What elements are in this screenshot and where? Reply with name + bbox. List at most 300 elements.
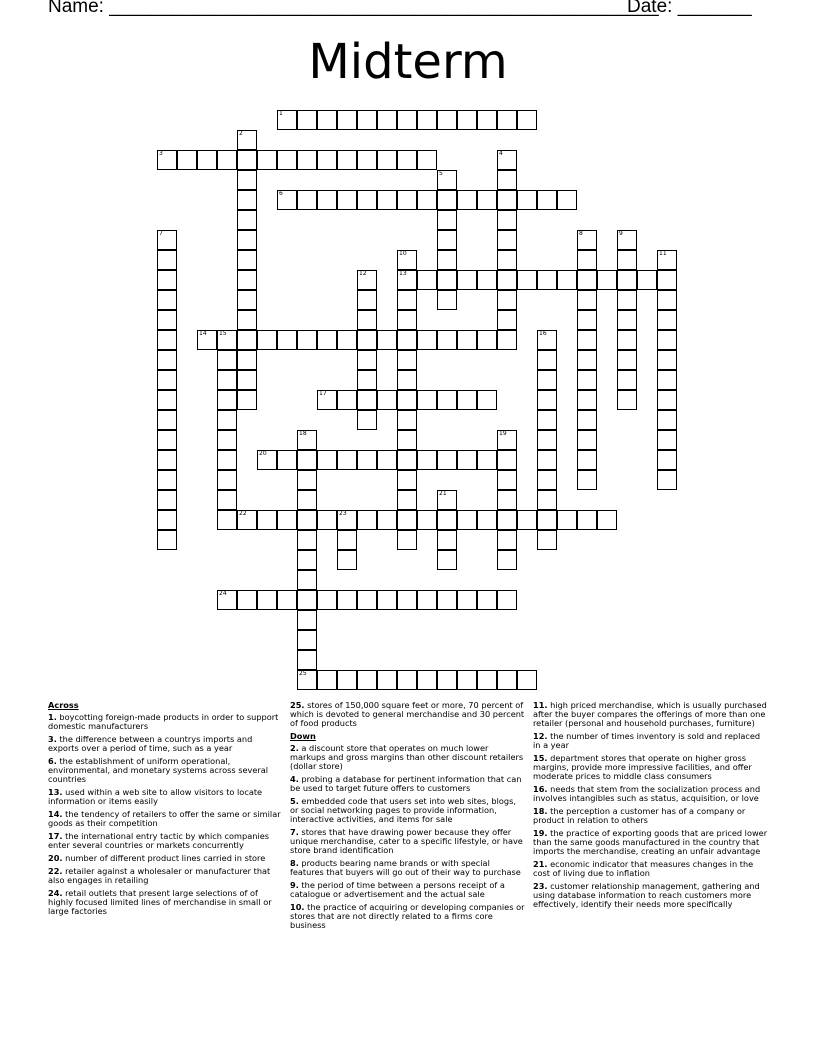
- grid-cell[interactable]: [497, 110, 517, 130]
- grid-cell[interactable]: [517, 270, 537, 290]
- grid-cell[interactable]: [417, 110, 437, 130]
- grid-cell[interactable]: [337, 390, 357, 410]
- grid-cell[interactable]: [457, 390, 477, 410]
- clue-across-25: 25. stores of 150,000 square feet or more, 70 percent of which is devoted to general merchandise and 30 percent of food products: [290, 700, 525, 728]
- grid-cell[interactable]: [357, 350, 377, 370]
- grid-cell[interactable]: [477, 590, 497, 610]
- grid-cell[interactable]: [157, 510, 177, 530]
- grid-cell[interactable]: [297, 670, 317, 690]
- grid-cell[interactable]: [537, 330, 557, 350]
- grid-cell[interactable]: [497, 150, 517, 170]
- grid-cell[interactable]: [577, 370, 597, 390]
- grid-cell[interactable]: [577, 330, 597, 350]
- clue-number: 6: [279, 190, 283, 197]
- grid-cell[interactable]: [397, 330, 417, 350]
- grid-cell[interactable]: [297, 450, 317, 470]
- grid-cell[interactable]: [597, 270, 617, 290]
- grid-cell[interactable]: [497, 550, 517, 570]
- grid-cell[interactable]: [257, 510, 277, 530]
- grid-cell[interactable]: [157, 370, 177, 390]
- grid-cell[interactable]: [657, 290, 677, 310]
- grid-cell[interactable]: [157, 470, 177, 490]
- grid-cell[interactable]: [237, 210, 257, 230]
- grid-cell[interactable]: [297, 530, 317, 550]
- grid-cell[interactable]: [297, 550, 317, 570]
- grid-cell[interactable]: [297, 650, 317, 670]
- clue-number: 18: [299, 430, 307, 437]
- grid-cell[interactable]: [497, 590, 517, 610]
- clue-across-17: 17. the international entry tactic by which companies enter several countries or markets concurrently: [48, 831, 270, 850]
- grid-cell[interactable]: [657, 330, 677, 350]
- grid-cell[interactable]: [397, 670, 417, 690]
- grid-cell[interactable]: [317, 670, 337, 690]
- grid-cell[interactable]: [297, 570, 317, 590]
- clue-down-9: 9. the period of time between a persons receipt of a catalogue or advertisement and the actual sale: [290, 880, 505, 899]
- grid-cell[interactable]: [557, 270, 577, 290]
- grid-cell[interactable]: [337, 530, 357, 550]
- grid-cell[interactable]: [577, 270, 597, 290]
- grid-cell[interactable]: [357, 290, 377, 310]
- grid-cell[interactable]: [157, 330, 177, 350]
- grid-cell[interactable]: [337, 590, 357, 610]
- grid-cell[interactable]: [497, 530, 517, 550]
- grid-cell[interactable]: [537, 530, 557, 550]
- grid-cell[interactable]: [397, 590, 417, 610]
- grid-cell[interactable]: [237, 170, 257, 190]
- grid-cell[interactable]: [537, 270, 557, 290]
- grid-cell[interactable]: [457, 330, 477, 350]
- grid-cell[interactable]: [437, 230, 457, 250]
- grid-cell[interactable]: [557, 510, 577, 530]
- grid-cell[interactable]: [217, 410, 237, 430]
- grid-cell[interactable]: [437, 450, 457, 470]
- grid-cell[interactable]: [457, 670, 477, 690]
- grid-cell[interactable]: [337, 330, 357, 350]
- grid-cell[interactable]: [537, 450, 557, 470]
- grid-cell[interactable]: [337, 510, 357, 530]
- grid-cell[interactable]: [237, 250, 257, 270]
- grid-cell[interactable]: [157, 530, 177, 550]
- grid-cell[interactable]: [237, 510, 257, 530]
- grid-cell[interactable]: [377, 450, 397, 470]
- grid-cell[interactable]: [397, 250, 417, 270]
- grid-cell[interactable]: [497, 170, 517, 190]
- page-title: Midterm: [308, 34, 508, 90]
- clue-number: 9: [619, 230, 623, 237]
- grid-cell[interactable]: [297, 630, 317, 650]
- grid-cell[interactable]: [417, 670, 437, 690]
- grid-cell[interactable]: [317, 510, 337, 530]
- grid-cell[interactable]: [357, 310, 377, 330]
- grid-cell[interactable]: [437, 170, 457, 190]
- grid-cell[interactable]: [397, 410, 417, 430]
- grid-cell[interactable]: [257, 150, 277, 170]
- grid-cell[interactable]: [157, 350, 177, 370]
- grid-cell[interactable]: [517, 190, 537, 210]
- clue-down-11: 11. high priced merchandise, which is usually purchased after the buyer compares the offerings of more than one retailer (personal and household purchases, furniture): [533, 700, 767, 728]
- grid-cell[interactable]: [357, 510, 377, 530]
- grid-cell[interactable]: [277, 190, 297, 210]
- grid-cell[interactable]: [297, 190, 317, 210]
- grid-cell[interactable]: [617, 310, 637, 330]
- grid-cell[interactable]: [157, 450, 177, 470]
- grid-cell[interactable]: [337, 550, 357, 570]
- grid-cell[interactable]: [417, 150, 437, 170]
- grid-cell[interactable]: [477, 110, 497, 130]
- grid-cell[interactable]: [437, 390, 457, 410]
- grid-cell[interactable]: [637, 270, 657, 290]
- grid-cell[interactable]: [617, 270, 637, 290]
- clue-number: 22: [239, 510, 247, 517]
- grid-cell[interactable]: [537, 350, 557, 370]
- grid-cell[interactable]: [157, 270, 177, 290]
- grid-cell[interactable]: [437, 670, 457, 690]
- grid-cell[interactable]: [477, 270, 497, 290]
- grid-cell[interactable]: [617, 350, 637, 370]
- grid-cell[interactable]: [657, 470, 677, 490]
- grid-cell[interactable]: [557, 190, 577, 210]
- grid-cell[interactable]: [617, 330, 637, 350]
- grid-cell[interactable]: [237, 310, 257, 330]
- grid-cell[interactable]: [397, 490, 417, 510]
- grid-cell[interactable]: [397, 510, 417, 530]
- grid-cell[interactable]: [237, 370, 257, 390]
- grid-cell[interactable]: [457, 510, 477, 530]
- grid-cell[interactable]: [237, 290, 257, 310]
- clue-across-22: 22. retailer against a wholesaler or manufacturer that also engages in retailing: [48, 866, 271, 885]
- grid-cell[interactable]: [497, 310, 517, 330]
- grid-cell[interactable]: [217, 450, 237, 470]
- clue-number: 2: [239, 130, 243, 137]
- grid-cell[interactable]: [397, 470, 417, 490]
- grid-cell[interactable]: [157, 250, 177, 270]
- grid-cell[interactable]: [157, 410, 177, 430]
- grid-cell[interactable]: [397, 290, 417, 310]
- grid-cell[interactable]: [297, 330, 317, 350]
- grid-cell[interactable]: [457, 450, 477, 470]
- grid-cell[interactable]: [357, 270, 377, 290]
- clue-across-3: 3. the difference between a countrys imports and exports over a period of time, such as a year: [48, 734, 253, 753]
- grid-cell[interactable]: [417, 330, 437, 350]
- grid-cell[interactable]: [377, 670, 397, 690]
- grid-cell[interactable]: [377, 330, 397, 350]
- grid-cell[interactable]: [417, 190, 437, 210]
- grid-cell[interactable]: [537, 510, 557, 530]
- grid-cell[interactable]: [397, 370, 417, 390]
- grid-cell[interactable]: [277, 590, 297, 610]
- grid-cell[interactable]: [377, 590, 397, 610]
- grid-cell[interactable]: [237, 390, 257, 410]
- grid-cell[interactable]: [497, 250, 517, 270]
- grid-cell[interactable]: [497, 490, 517, 510]
- grid-cell[interactable]: [157, 490, 177, 510]
- grid-cell[interactable]: [657, 430, 677, 450]
- clue-down-23: 23. customer relationship management, gathering and using database information to reach customers more effectively, identify their needs more specifically: [533, 881, 760, 909]
- clue-down-19: 19. the practice of exporting goods that are priced lower than the same goods manufactured in the country that imports the merchandise, creating an unfair advantage: [533, 828, 768, 856]
- clue-down-12: 12. the number of times inventory is sold and replaced in a year: [533, 731, 761, 750]
- grid-cell[interactable]: [237, 230, 257, 250]
- grid-cell[interactable]: [577, 430, 597, 450]
- grid-cell[interactable]: [457, 270, 477, 290]
- grid-cell[interactable]: [217, 370, 237, 390]
- grid-cell[interactable]: [577, 450, 597, 470]
- grid-cell[interactable]: [397, 150, 417, 170]
- grid-cell[interactable]: [437, 270, 457, 290]
- grid-cell[interactable]: [317, 450, 337, 470]
- grid-cell[interactable]: [277, 150, 297, 170]
- clue-number: 24: [219, 590, 227, 597]
- grid-cell[interactable]: [617, 230, 637, 250]
- clue-number: 14: [199, 330, 207, 337]
- grid-cell[interactable]: [477, 450, 497, 470]
- grid-cell[interactable]: [177, 150, 197, 170]
- grid-cell[interactable]: [437, 110, 457, 130]
- grid-cell[interactable]: [317, 590, 337, 610]
- clue-across-13: 13. used within a web site to allow visitors to locate information or items easily: [48, 787, 263, 806]
- grid-cell[interactable]: [297, 430, 317, 450]
- grid-cell[interactable]: [497, 290, 517, 310]
- grid-cell[interactable]: [217, 150, 237, 170]
- grid-cell[interactable]: [357, 330, 377, 350]
- grid-cell[interactable]: [217, 510, 237, 530]
- grid-cell[interactable]: [357, 190, 377, 210]
- grid-cell[interactable]: [437, 210, 457, 230]
- grid-cell[interactable]: [437, 530, 457, 550]
- grid-cell[interactable]: [337, 450, 357, 470]
- grid-cell[interactable]: [477, 670, 497, 690]
- grid-cell[interactable]: [277, 450, 297, 470]
- clue-number: 19: [499, 430, 507, 437]
- grid-cell[interactable]: [337, 190, 357, 210]
- grid-cell[interactable]: [157, 230, 177, 250]
- grid-cell[interactable]: [217, 350, 237, 370]
- clue-across-20: 20. number of different product lines carried in store: [48, 853, 266, 863]
- grid-cell[interactable]: [477, 510, 497, 530]
- grid-cell[interactable]: [157, 390, 177, 410]
- grid-cell[interactable]: [437, 290, 457, 310]
- grid-cell[interactable]: [157, 150, 177, 170]
- grid-cell[interactable]: [317, 150, 337, 170]
- grid-cell[interactable]: [577, 310, 597, 330]
- grid-cell[interactable]: [377, 510, 397, 530]
- grid-cell[interactable]: [577, 410, 597, 430]
- grid-cell[interactable]: [397, 350, 417, 370]
- grid-cell[interactable]: [497, 330, 517, 350]
- grid-cell[interactable]: [397, 390, 417, 410]
- grid-cell[interactable]: [337, 670, 357, 690]
- grid-cell[interactable]: [277, 510, 297, 530]
- grid-cell[interactable]: [357, 150, 377, 170]
- grid-cell[interactable]: [657, 250, 677, 270]
- grid-cell[interactable]: [577, 510, 597, 530]
- grid-cell[interactable]: [497, 270, 517, 290]
- grid-cell[interactable]: [357, 590, 377, 610]
- grid-cell[interactable]: [437, 250, 457, 270]
- grid-cell[interactable]: [517, 670, 537, 690]
- grid-cell[interactable]: [417, 510, 437, 530]
- grid-cell[interactable]: [357, 410, 377, 430]
- grid-cell[interactable]: [537, 430, 557, 450]
- grid-cell[interactable]: [317, 190, 337, 210]
- grid-cell[interactable]: [217, 590, 237, 610]
- grid-cell[interactable]: [197, 150, 217, 170]
- grid-cell[interactable]: [537, 490, 557, 510]
- grid-cell[interactable]: [237, 350, 257, 370]
- clue-number: 11: [659, 250, 667, 257]
- grid-cell[interactable]: [617, 250, 637, 270]
- grid-cell[interactable]: [497, 670, 517, 690]
- clue-down-8: 8. products bearing name brands or with special features that buyers will go out of their way to purchase: [290, 858, 521, 877]
- grid-cell[interactable]: [237, 330, 257, 350]
- grid-cell[interactable]: [357, 370, 377, 390]
- grid-cell[interactable]: [397, 430, 417, 450]
- grid-cell[interactable]: [277, 110, 297, 130]
- grid-cell[interactable]: [157, 310, 177, 330]
- clue-number: 12: [359, 270, 367, 277]
- grid-cell[interactable]: [537, 390, 557, 410]
- grid-cell[interactable]: [237, 190, 257, 210]
- grid-cell[interactable]: [397, 310, 417, 330]
- grid-cell[interactable]: [657, 370, 677, 390]
- grid-cell[interactable]: [217, 430, 237, 450]
- clue-down-7: 7. stores that have drawing power because they offer unique merchandise, cater to a specific lifestyle, or have store brand identification: [290, 827, 523, 855]
- grid-cell[interactable]: [577, 470, 597, 490]
- grid-cell[interactable]: [277, 330, 297, 350]
- clue-number: 3: [159, 150, 163, 157]
- grid-cell[interactable]: [517, 510, 537, 530]
- clue-number: 5: [439, 170, 443, 177]
- grid-cell[interactable]: [457, 590, 477, 610]
- grid-cell[interactable]: [377, 190, 397, 210]
- grid-cell[interactable]: [297, 490, 317, 510]
- grid-cell[interactable]: [617, 370, 637, 390]
- grid-cell[interactable]: [497, 190, 517, 210]
- grid-cell[interactable]: [457, 110, 477, 130]
- grid-cell[interactable]: [337, 150, 357, 170]
- grid-cell[interactable]: [237, 590, 257, 610]
- grid-cell[interactable]: [657, 410, 677, 430]
- grid-cell[interactable]: [197, 330, 217, 350]
- grid-cell[interactable]: [497, 450, 517, 470]
- grid-cell[interactable]: [377, 110, 397, 130]
- grid-cell[interactable]: [437, 330, 457, 350]
- grid-cell[interactable]: [497, 230, 517, 250]
- grid-cell[interactable]: [157, 430, 177, 450]
- grid-cell[interactable]: [437, 510, 457, 530]
- grid-cell[interactable]: [437, 590, 457, 610]
- grid-cell[interactable]: [617, 390, 637, 410]
- grid-cell[interactable]: [297, 610, 317, 630]
- grid-cell[interactable]: [657, 350, 677, 370]
- clue-across-6: 6. the establishment of uniform operational, environmental, and monetary systems across several countries: [48, 756, 269, 784]
- grid-cell[interactable]: [497, 510, 517, 530]
- clue-across-24: 24. retail outlets that present large selections of of highly focused limited lines of merchandise in small or large factories: [48, 888, 272, 916]
- grid-cell[interactable]: [377, 150, 397, 170]
- grid-cell[interactable]: [357, 110, 377, 130]
- grid-cell[interactable]: [237, 270, 257, 290]
- grid-cell[interactable]: [577, 250, 597, 270]
- grid-cell[interactable]: [537, 470, 557, 490]
- grid-cell[interactable]: [257, 450, 277, 470]
- grid-cell[interactable]: [417, 450, 437, 470]
- grid-cell[interactable]: [297, 590, 317, 610]
- grid-cell[interactable]: [577, 230, 597, 250]
- grid-cell[interactable]: [297, 510, 317, 530]
- grid-cell[interactable]: [397, 270, 417, 290]
- grid-cell[interactable]: [617, 290, 637, 310]
- grid-cell[interactable]: [437, 550, 457, 570]
- grid-cell[interactable]: [357, 670, 377, 690]
- grid-cell[interactable]: [217, 470, 237, 490]
- clue-number: 4: [499, 150, 503, 157]
- grid-cell[interactable]: [577, 350, 597, 370]
- grid-cell[interactable]: [417, 270, 437, 290]
- grid-cell[interactable]: [257, 330, 277, 350]
- grid-cell[interactable]: [297, 470, 317, 490]
- grid-cell[interactable]: [457, 190, 477, 210]
- grid-cell[interactable]: [477, 330, 497, 350]
- grid-cell[interactable]: [217, 490, 237, 510]
- grid-cell[interactable]: [397, 530, 417, 550]
- clue-down-18: 18. the perception a customer has of a company or product in relation to others: [533, 806, 746, 825]
- grid-cell[interactable]: [537, 190, 557, 210]
- grid-cell[interactable]: [297, 150, 317, 170]
- grid-cell[interactable]: [257, 590, 277, 610]
- clue-down-10: 10. the practice of acquiring or developing companies or stores that are not directly related to a firms core business: [290, 902, 525, 930]
- grid-cell[interactable]: [237, 150, 257, 170]
- grid-cell[interactable]: [477, 190, 497, 210]
- name-field-label: Name: ____________________________________________________: [48, 0, 659, 17]
- grid-cell[interactable]: [317, 390, 337, 410]
- grid-cell[interactable]: [337, 110, 357, 130]
- grid-cell[interactable]: [657, 390, 677, 410]
- grid-cell[interactable]: [497, 470, 517, 490]
- grid-cell[interactable]: [417, 590, 437, 610]
- grid-cell[interactable]: [537, 410, 557, 430]
- grid-cell[interactable]: [437, 490, 457, 510]
- grid-cell[interactable]: [597, 510, 617, 530]
- grid-cell[interactable]: [297, 110, 317, 130]
- grid-cell[interactable]: [397, 190, 417, 210]
- grid-cell[interactable]: [517, 110, 537, 130]
- clue-down-21: 21. economic indicator that measures changes in the cost of living due to inflation: [533, 859, 754, 878]
- clue-down-2: 2. a discount store that operates on much lower markups and gross margins than other discount retailers (dollar store): [290, 743, 524, 771]
- grid-cell[interactable]: [657, 270, 677, 290]
- clue-number: 20: [259, 450, 267, 457]
- grid-cell[interactable]: [657, 450, 677, 470]
- grid-cell[interactable]: [417, 390, 437, 410]
- grid-cell[interactable]: [217, 330, 237, 350]
- grid-cell[interactable]: [217, 390, 237, 410]
- grid-cell[interactable]: [657, 310, 677, 330]
- grid-cell[interactable]: [477, 390, 497, 410]
- grid-cell[interactable]: [577, 290, 597, 310]
- grid-cell[interactable]: [157, 290, 177, 310]
- grid-cell[interactable]: [377, 390, 397, 410]
- grid-cell[interactable]: [397, 450, 417, 470]
- grid-cell[interactable]: [577, 390, 597, 410]
- grid-cell[interactable]: [357, 450, 377, 470]
- grid-cell[interactable]: [317, 330, 337, 350]
- grid-cell[interactable]: [497, 210, 517, 230]
- grid-cell[interactable]: [397, 110, 417, 130]
- grid-cell[interactable]: [497, 430, 517, 450]
- grid-cell[interactable]: [437, 190, 457, 210]
- grid-cell[interactable]: [537, 370, 557, 390]
- grid-cell[interactable]: [317, 110, 337, 130]
- grid-cell[interactable]: [357, 390, 377, 410]
- grid-cell[interactable]: [237, 130, 257, 150]
